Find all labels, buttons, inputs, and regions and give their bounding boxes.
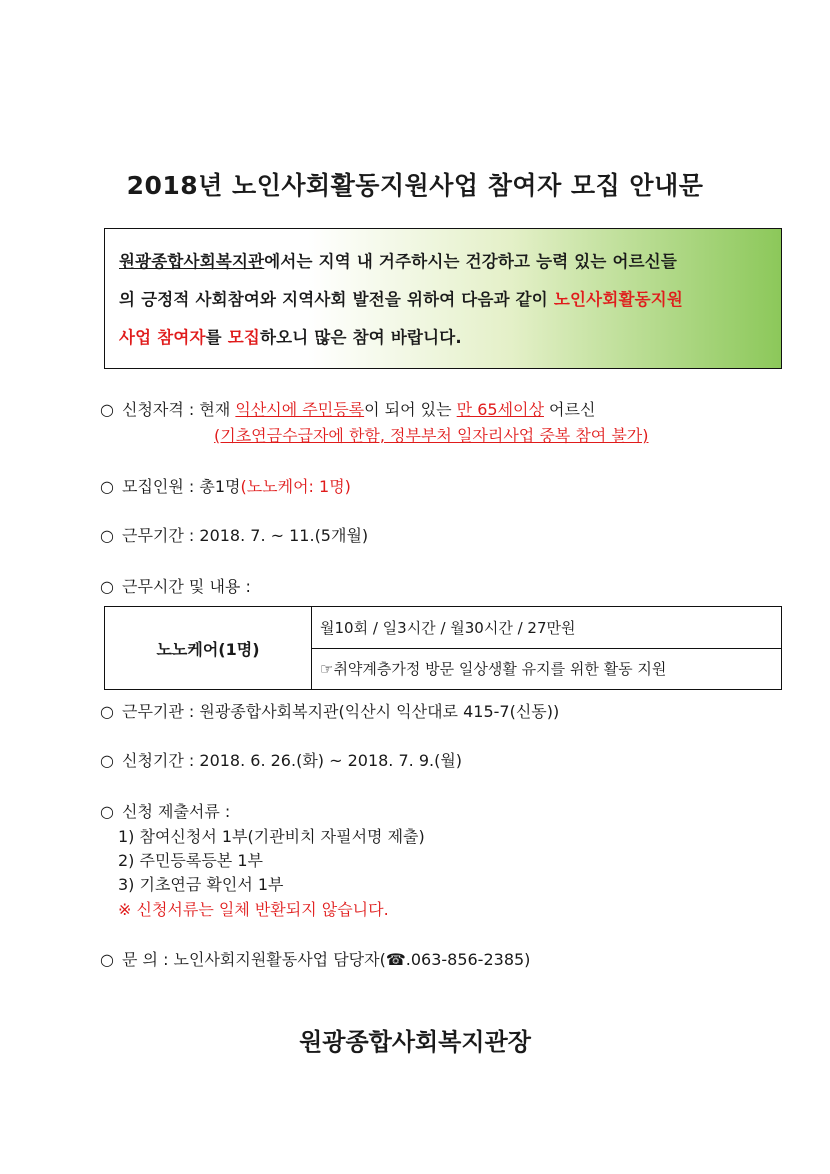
intro-red-3: 모집 bbox=[227, 328, 261, 347]
contact-line bbox=[100, 948, 530, 972]
eligibility-residence: 익산시에 주민등록 bbox=[235, 400, 365, 419]
intro-text-1: 에서는 지역 내 거주하시는 건강하고 능력 있는 어르신들 bbox=[264, 252, 678, 271]
recruit-label: 모집인원 : 총1명 bbox=[122, 477, 241, 496]
recruit-line bbox=[100, 475, 351, 499]
intro-red-2: 사업 참여자 bbox=[119, 328, 206, 347]
documents-notice: ※ 신청서류는 일체 반환되지 않습니다. bbox=[118, 900, 389, 919]
eligibility-label: 신청자격 : 현재 bbox=[122, 400, 236, 419]
bullet-icon: ○ bbox=[100, 950, 114, 969]
hours-line bbox=[100, 575, 251, 599]
period-line bbox=[100, 524, 368, 548]
eligibility-note: (기초연금수급자에 한함, 정부부처 일자리사업 중복 참여 불가) bbox=[214, 426, 649, 445]
documents-line bbox=[100, 800, 230, 824]
intro-text-2: 의 긍정적 사회참여와 지역사회 발전을 위하여 다음과 같이 bbox=[119, 290, 554, 309]
bullet-icon: ○ bbox=[100, 526, 114, 545]
document-item: 1) 참여신청서 1부(기관비치 자필서명 제출) bbox=[118, 827, 425, 846]
bullet-icon: ○ bbox=[100, 802, 114, 821]
eligibility-age: 만 65세이상 bbox=[456, 400, 544, 419]
intro-org: 원광종합사회복지관 bbox=[119, 252, 265, 271]
apply-period-label: 신청기간 : 2018. 6. 26.(화) ~ 2018. 7. 9.(월) bbox=[122, 751, 463, 770]
intro-text-3: 를 bbox=[205, 328, 228, 347]
contact-label: 문 의 : 노인사회지원활동사업 담당자(☎.063-856-2385) bbox=[122, 950, 531, 969]
place-label: 근무기관 : 원광종합사회복지관(익산시 익산대로 415-7(신동)) bbox=[122, 702, 560, 721]
intro-box bbox=[104, 228, 782, 369]
bullet-icon: ○ bbox=[100, 400, 114, 419]
intro-red-1: 노인사회활동지원 bbox=[553, 290, 684, 309]
place-line bbox=[100, 700, 559, 724]
table-head-cell: 노노케어(1명) bbox=[105, 607, 312, 690]
work-table bbox=[104, 606, 782, 690]
bullet-icon: ○ bbox=[100, 577, 114, 596]
table-row bbox=[105, 607, 782, 649]
document-item: 2) 주민등록등본 1부 bbox=[118, 851, 263, 870]
signature: 원광종합사회복지관장 bbox=[299, 1028, 531, 1056]
period-label: 근무기간 : 2018. 7. ~ 11.(5개월) bbox=[122, 526, 369, 545]
bullet-icon: ○ bbox=[100, 477, 114, 496]
bullet-icon: ○ bbox=[100, 702, 114, 721]
bullet-icon: ○ bbox=[100, 751, 114, 770]
hours-label: 근무시간 및 내용 : bbox=[122, 577, 251, 596]
table-cell-activity: ☞취약계층가정 방문 일상생활 유지를 위한 활동 지원 bbox=[312, 648, 782, 690]
eligibility-line bbox=[100, 398, 595, 422]
intro-text-4: 하오니 많은 참여 바랍니다. bbox=[260, 328, 462, 347]
recruit-detail: (노노케어: 1명) bbox=[240, 477, 351, 496]
table-cell-schedule: 월10회 / 일3시간 / 월30시간 / 27만원 bbox=[312, 607, 782, 649]
eligibility-mid: 이 되어 있는 bbox=[364, 400, 457, 419]
documents-label: 신청 제출서류 : bbox=[122, 802, 231, 821]
apply-period-line bbox=[100, 749, 462, 773]
page-title: 2018년 노인사회활동지원사업 참여자 모집 안내문 bbox=[126, 171, 704, 200]
eligibility-end: 어르신 bbox=[543, 400, 596, 419]
document-item: 3) 기초연금 확인서 1부 bbox=[118, 875, 284, 894]
